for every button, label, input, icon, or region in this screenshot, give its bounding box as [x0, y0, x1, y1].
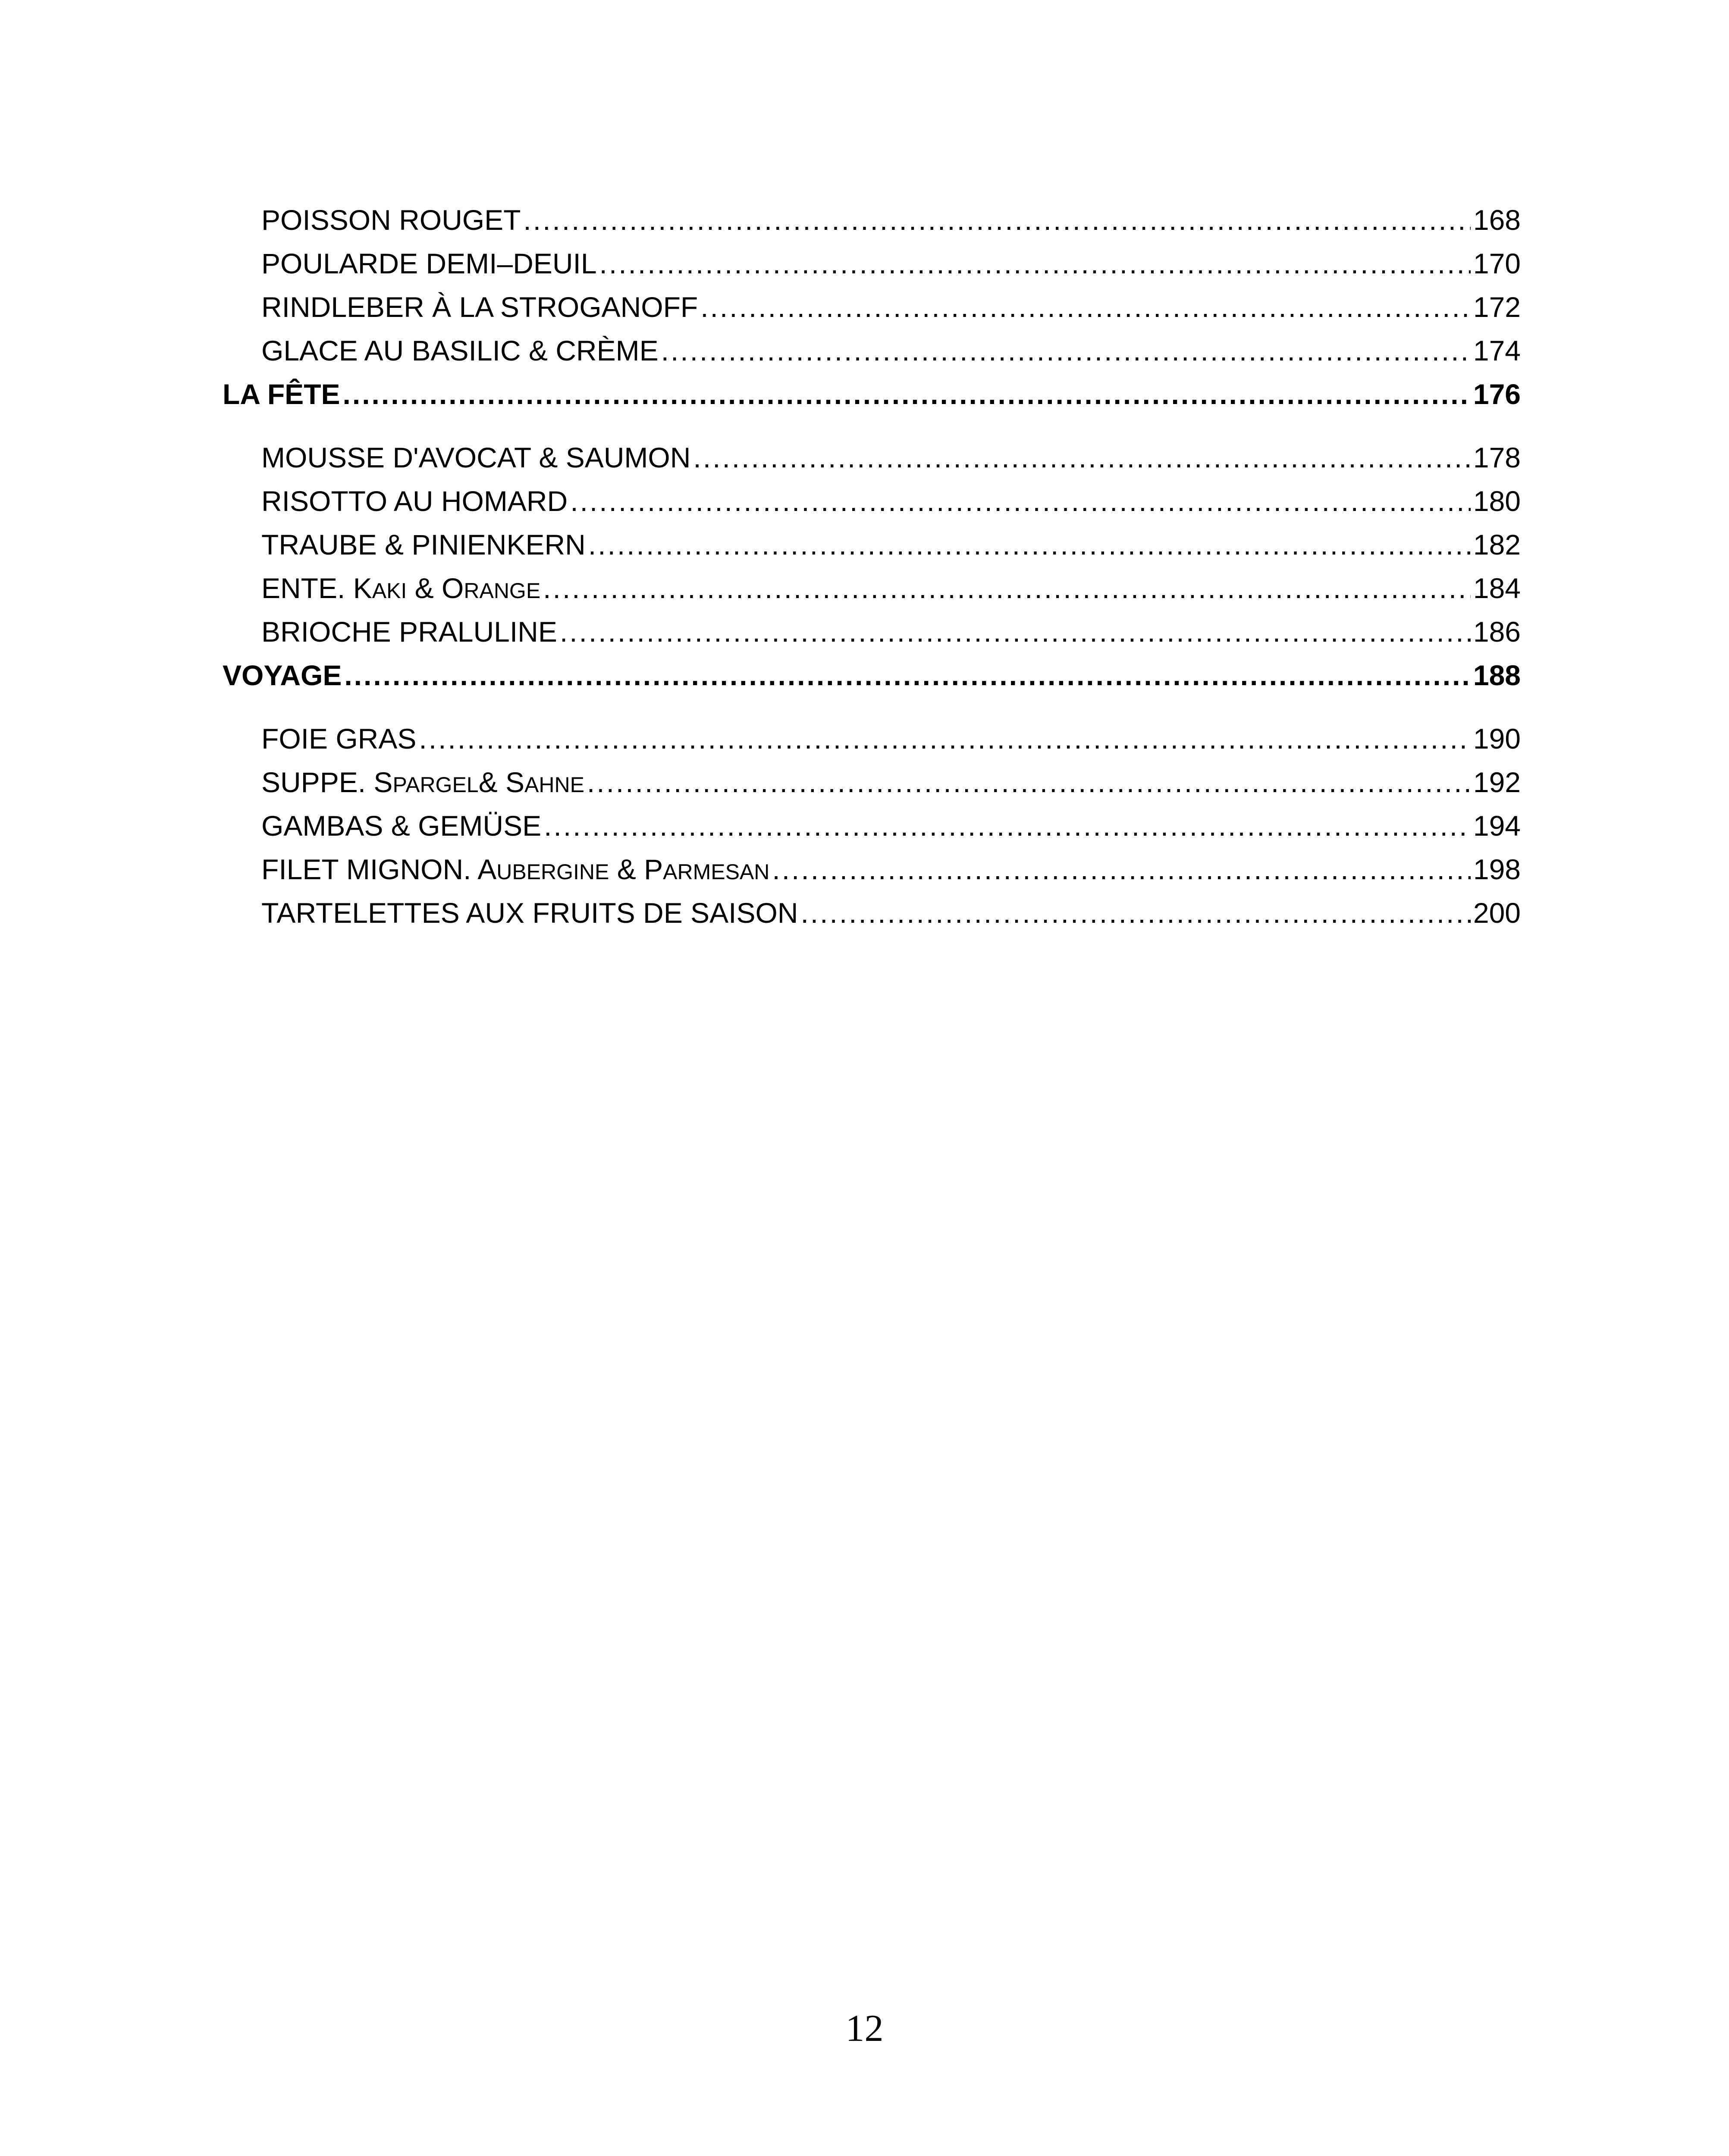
toc-entry-title: TARTELETTES AUX FRUITS DE SAISON — [261, 897, 798, 929]
toc-entry-title-part: & P — [609, 853, 663, 885]
toc-entry-title-part: SUPPE. S — [261, 766, 393, 798]
toc-entry-page: 180 — [1473, 485, 1521, 517]
toc-section-title: LA FÊTE — [223, 378, 340, 410]
toc-entry-title: RISOTTO AU HOMARD — [261, 485, 568, 517]
toc-entry-mousse-avocat-saumon[interactable] — [223, 436, 1521, 479]
toc-entry-title-smallcaps: PARGEL — [392, 773, 479, 797]
toc-entry-title — [261, 761, 584, 807]
toc-entry-ente-kaki-orange[interactable] — [223, 567, 1521, 610]
toc-entry-title-smallcaps: AKI — [372, 579, 407, 603]
toc-entry-title: RINDLEBER À LA STROGANOFF — [261, 291, 698, 323]
toc-leader-dots — [587, 761, 1471, 804]
toc-entry-title: GAMBAS & GEMÜSE — [261, 810, 542, 842]
toc-section-page: 176 — [1473, 378, 1521, 410]
toc-leader-dots — [772, 848, 1471, 891]
toc-leader-dots — [800, 891, 1470, 935]
toc-section-voyage[interactable] — [223, 654, 1521, 697]
toc-section-page: 188 — [1473, 659, 1521, 691]
toc-entry-page: 200 — [1473, 897, 1521, 929]
toc-entry-filet-mignon[interactable] — [223, 848, 1521, 891]
toc-entry-traube-pinienkern[interactable] — [223, 523, 1521, 567]
toc-entry-foie-gras[interactable] — [223, 717, 1521, 761]
toc-entry-title-part: & O — [407, 572, 464, 604]
toc-entry-page: 170 — [1473, 248, 1521, 279]
toc-leader-dots — [570, 479, 1471, 523]
table-of-contents — [223, 198, 1521, 935]
toc-entry-title-smallcaps: RANGE — [464, 579, 541, 603]
toc-entry-tartelettes[interactable] — [223, 891, 1521, 935]
toc-entry-title-part: ENTE. K — [261, 572, 372, 604]
toc-leader-dots — [599, 242, 1471, 285]
toc-leader-dots — [661, 329, 1471, 373]
toc-entry-suppe-spargel-sahne[interactable] — [223, 761, 1521, 804]
toc-entry-page: 192 — [1473, 766, 1521, 798]
toc-entry-title: GLACE AU BASILIC & CRÈME — [261, 335, 659, 367]
toc-entry-page: 186 — [1473, 616, 1521, 648]
toc-leader-dots — [343, 373, 1471, 416]
toc-entry-page: 182 — [1473, 529, 1521, 561]
toc-leader-dots — [588, 523, 1471, 567]
toc-leader-dots — [419, 717, 1470, 761]
toc-entry-page: 198 — [1473, 853, 1521, 885]
toc-entry-title — [261, 567, 540, 613]
toc-leader-dots — [344, 654, 1471, 697]
toc-leader-dots — [693, 436, 1470, 479]
toc-entry-title: TRAUBE & PINIENKERN — [261, 529, 586, 561]
toc-entry-rindleber-stroganoff[interactable] — [223, 285, 1521, 329]
toc-section-title: VOYAGE — [223, 659, 342, 691]
toc-entry-title-smallcaps: AHNE — [524, 773, 584, 797]
toc-entry-page: 184 — [1473, 572, 1521, 604]
toc-entry-title: BRIOCHE PRALULINE — [261, 616, 557, 648]
toc-entry-title-part: FILET MIGNON. A — [261, 853, 497, 885]
toc-leader-dots — [523, 198, 1470, 242]
toc-entry-title-smallcaps: ARMESAN — [663, 860, 770, 884]
toc-entry-title: MOUSSE D'AVOCAT & SAUMON — [261, 442, 691, 473]
toc-leader-dots — [544, 804, 1471, 848]
toc-entry-poularde-demi-deuil[interactable] — [223, 242, 1521, 285]
toc-entry-page: 174 — [1473, 335, 1521, 367]
toc-entry-poisson-rouget[interactable] — [223, 198, 1521, 242]
toc-entry-page: 178 — [1473, 442, 1521, 473]
toc-entry-title-smallcaps: UBERGINE — [496, 860, 609, 884]
toc-section-la-fete[interactable] — [223, 373, 1521, 416]
page-number: 12 — [845, 2008, 884, 2049]
toc-entry-page: 190 — [1473, 723, 1521, 755]
toc-entry-title-part: & S — [478, 766, 524, 798]
toc-entry-brioche-praluline[interactable] — [223, 610, 1521, 654]
toc-leader-dots — [700, 285, 1471, 329]
toc-entry-title: POISSON ROUGET — [261, 204, 521, 236]
toc-entry-page: 168 — [1473, 204, 1521, 236]
toc-entry-gambas-gemuse[interactable] — [223, 804, 1521, 848]
toc-entry-title: POULARDE DEMI–DEUIL — [261, 248, 597, 279]
toc-entry-glace-basilic-creme[interactable] — [223, 329, 1521, 373]
toc-leader-dots — [560, 610, 1471, 654]
toc-entry-title — [261, 848, 769, 894]
toc-leader-dots — [543, 567, 1471, 610]
toc-entry-page: 194 — [1473, 810, 1521, 842]
toc-entry-title: FOIE GRAS — [261, 723, 417, 755]
toc-entry-risotto-homard[interactable] — [223, 479, 1521, 523]
toc-entry-page: 172 — [1473, 291, 1521, 323]
